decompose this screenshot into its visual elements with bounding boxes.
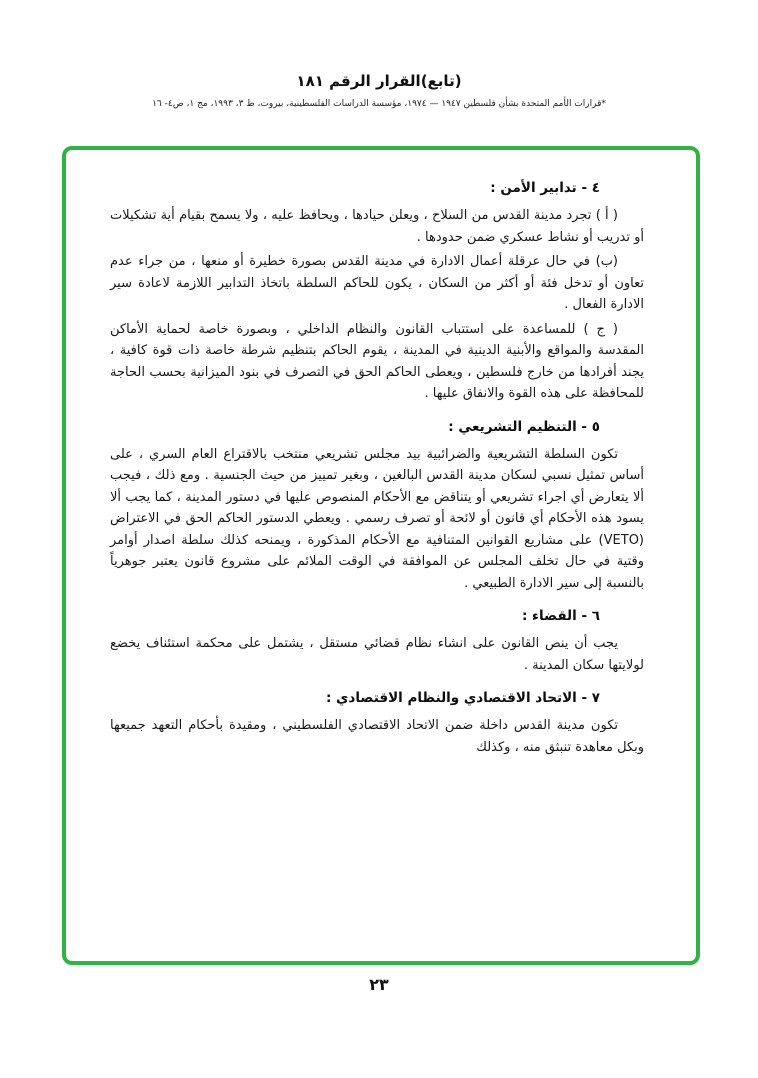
page-title: (تابع)القرار الرقم ١٨١ bbox=[296, 72, 462, 90]
section-economic-union bbox=[110, 690, 644, 758]
paragraph-j: ( ج ) للمساعدة على استتباب القانون والنظام الداخلي ، وبصورة خاصة لحماية الأماكن المقدسة والمواقع والأبنية الدينية في المدينة ، يقوم الحاكم بتنظيم شرطة خاصة ذات قوة كافية ، يجند أفرادها من خارج فلسطين ، ويعطى الحاكم الحق في التصرف في بنود الميزانية بحسب الحاجة للمحافظة على هذه القوة والانفاق عليها . bbox=[110, 321, 644, 401]
page-number: ٢٣ bbox=[369, 975, 389, 994]
section-heading: ٤ - تدابير الأمن : bbox=[490, 180, 600, 196]
section-heading: ٦ - القضاء : bbox=[521, 608, 600, 624]
section-judiciary bbox=[110, 608, 644, 676]
section-security-measures bbox=[110, 180, 644, 405]
source-citation: *قرارات الأمم المتحدة بشأن فلسطين ١٩٤٧ — ١٩٧٤، مؤسسة الدراسات الفلسطينية، بيروت، ط ٣، ١٩٩٣، مج ١، ص٤- ١٦ bbox=[152, 99, 606, 109]
paragraph: تكون السلطة التشريعية والضرائبية بيد مجلس تشريعي منتخب بالاقتراع العام السري ، على أساس تمثيل نسبي لسكان مدينة القدس البالغين ، وبغير تمييز من حيث الجنسية . ومع ذلك ، فيجب ألا يتعارض أي اجراء تشريعي أو يتناقض مع الأحكام المنصوص عليها في دستور المدينة ، كما يجب ألا يسود هذه الأحكام أي قانون أو لائحة أو تصرف رسمي . ويعطي الدستور الحاكم الحق في الاعتراض (VETO) على مشاريع القوانين المتنافية مع الأحكام المذكورة ، ويمنحه كذلك سلطة اصدار أوامر وقتية في حال تخلف المجلس عن الموافقة في الوقت الملائم على مشروع قانون يعتبر جوهرياً بالنسبة إلى سير الادارة الطبيعي . bbox=[110, 446, 644, 591]
document-header bbox=[0, 72, 758, 109]
section-heading: ٥ - التنظيم التشريعي : bbox=[448, 418, 600, 435]
paragraph: يجب أن ينص القانون على انشاء نظام قضائي مستقل ، يشتمل على محكمة استئناف يخضع لولايتها سكان المدينة . bbox=[110, 636, 644, 673]
section-legislative-organization bbox=[110, 419, 644, 595]
section-heading: ٧ - الاتحاد الاقتصادي والنظام الاقتصادي : bbox=[325, 690, 600, 706]
paragraph-a: ( أ ) تجرد مدينة القدس من السلاح ، ويعلن حيادها ، ويحافظ عليه ، ولا يسمح بقيام أية تشكيلات أو تدريب أو نشاط عسكري ضمن حدودها . bbox=[110, 208, 644, 245]
paragraph: تكون مدينة القدس داخلة ضمن الاتحاد الاقتصادي الفلسطيني ، ومقيدة بأحكام التعهد جميعها وبكل معاهدة تنبثق منه ، وكذلك bbox=[110, 718, 644, 755]
paragraph-b: (ب) في حال عرقلة أعمال الادارة في مدينة القدس بصورة خطيرة أو منعها ، من جراء عدم تعاون أو تدخل فئة أو أكثر من السكان ، يكون للحاكم السلطة باتخاذ التدابير اللازمة لاعادة سير الادارة الفعال . bbox=[110, 254, 644, 312]
content-frame bbox=[62, 146, 700, 965]
